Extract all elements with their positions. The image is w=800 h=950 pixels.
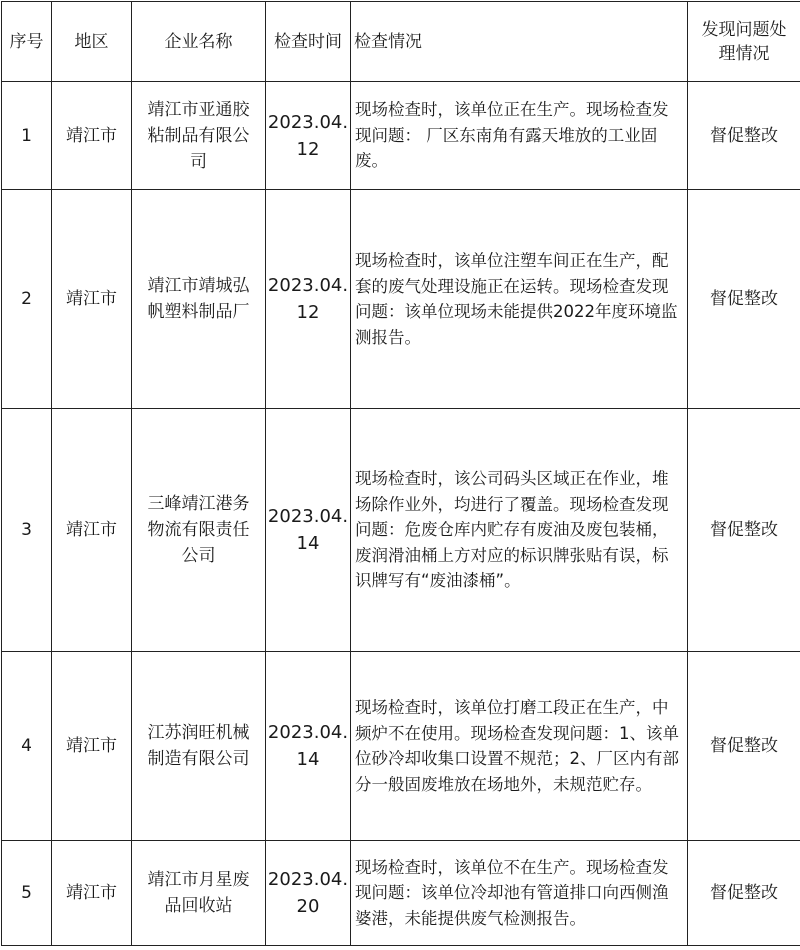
inspection-table [1,1,800,946]
header-row [2,2,800,82]
cell-region: 靖江市 [52,82,132,190]
header-index: 序号 [2,2,52,82]
cell-handling: 督促整改 [688,652,800,841]
table-row [2,82,800,190]
header-region: 地区 [52,2,132,82]
header-date: 检查时间 [266,2,351,82]
cell-index: 5 [2,841,52,946]
cell-date: 2023.04.12 [266,190,351,409]
header-company: 企业名称 [132,2,266,82]
cell-company: 靖江市靖城弘帆塑料制品厂 [132,190,266,409]
cell-region: 靖江市 [52,409,132,652]
cell-company: 靖江市亚通胶粘制品有限公司 [132,82,266,190]
cell-detail: 现场检查时，该单位不在生产。现场检查发现问题：该单位冷却池有管道排口向西侧渔婆港，未能提供废气检测报告。 [351,841,688,946]
cell-region: 靖江市 [52,841,132,946]
cell-region: 靖江市 [52,190,132,409]
cell-company: 靖江市月星废品回收站 [132,841,266,946]
cell-index: 4 [2,652,52,841]
table-row [2,841,800,946]
header-handling: 发现问题处理情况 [688,2,800,82]
cell-date: 2023.04.12 [266,82,351,190]
cell-detail: 现场检查时，该单位打磨工段正在生产，中频炉不在使用。现场检查发现问题：1、该单位砂冷却收集口设置不规范；2、厂区内有部分一般固废堆放在场地外，未规范贮存。 [351,652,688,841]
table-row [2,652,800,841]
cell-detail: 现场检查时，该单位注塑车间正在生产，配套的废气处理设施正在运转。现场检查发现问题：该单位现场未能提供2022年度环境监测报告。 [351,190,688,409]
cell-company: 三峰靖江港务物流有限责任公司 [132,409,266,652]
cell-region: 靖江市 [52,652,132,841]
cell-date: 2023.04.14 [266,652,351,841]
cell-detail: 现场检查时，该单位正在生产。现场检查发现问题： 厂区东南角有露天堆放的工业固废。 [351,82,688,190]
cell-date: 2023.04.14 [266,409,351,652]
cell-date: 2023.04.20 [266,841,351,946]
cell-handling: 督促整改 [688,841,800,946]
cell-handling: 督促整改 [688,82,800,190]
cell-company: 江苏润旺机械制造有限公司 [132,652,266,841]
table-row [2,409,800,652]
cell-index: 3 [2,409,52,652]
cell-detail: 现场检查时，该公司码头区域正在作业，堆场除作业外，均进行了覆盖。现场检查发现问题：危废仓库内贮存有废油及废包装桶，废润滑油桶上方对应的标识牌张贴有误，标识牌写有“废油漆桶”。 [351,409,688,652]
cell-handling: 督促整改 [688,190,800,409]
cell-handling: 督促整改 [688,409,800,652]
header-detail: 检查情况 [351,2,688,82]
cell-index: 2 [2,190,52,409]
table-row [2,190,800,409]
cell-index: 1 [2,82,52,190]
